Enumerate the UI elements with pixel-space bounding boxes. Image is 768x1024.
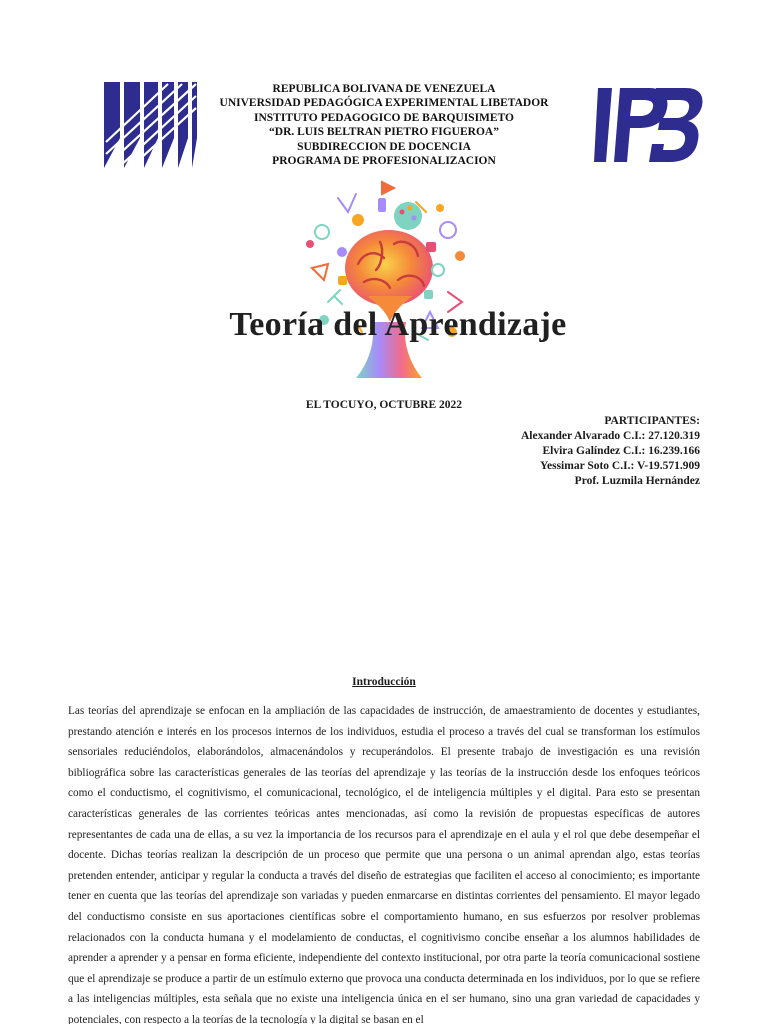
- header-line-3: INSTITUTO PEDAGOGICO DE BARQUISIMETO: [254, 111, 514, 124]
- header-line-6: PROGRAMA DE PROFESIONALIZACION: [272, 155, 496, 168]
- participant-1: Alexander Alvarado C.I.: 27.120.319: [521, 430, 700, 442]
- introduction-paragraph: Las teorías del aprendizaje se enfocan en la ampliación de las capacidades de instrucción, de amaestramiento de docentes y estudiantes, prestando atención e interés en los procesos internos de los individuos, estudia el proceso a través del cual se transforman los estímulos sensoriales reduciéndolos, elaborándolos, almacenándolos y recuperándolos. El presente trabajo de investigación es una revisión bibliográfica sobre las características generales de las teorías del aprendizaje y las teorías de la instrucción desde los enfoques teóricos como el conductismo, el cognitivismo, el comunicacional, tecnológico, el de inteligencia múltiples y el digital. Para esto se presentan características generales de las corrientes teóricas antes mencionadas, así como la revisión de propuestas específicas de autores representantes de cada una de ellas, a su vez la importancia de los recursos para el aprendizaje en el aula y el rol que debe desempeñar el docente. Dichas teorías realizan la descripción de un proceso que permite que una persona o un animal aprendan algo, estas teorías pretenden entender, anticipar y regular la conducta a través del diseño de estrategias que faciliten el acceso al conocimiento; es importante tener en cuenta que las teorías del aprendizaje son variadas y pueden enmarcarse en distintas corrientes del pensamiento. El mayor legado del conductismo consiste en sus aportaciones científicas sobre el comportamiento humano, en sus esfuerzos por resolver problemas relacionados con la conducta humana y el modelamiento de conductas, el cognitivismo concibe enseñar a los alumnos habilidades de aprender a aprender y a pensar en forma eficiente, independiente del contexto institucional, por otra parte la teoría comunicacional sostiene que el aprendizaje se produce a partir de un estímulo externo que provoca una conducta determinada en los individuos, por lo que se refiere a las inteligencias múltiples, esta señala que no existe una inteligencia única en el ser humano, sino una gran variedad de capacidades y potenciales, con respecto a la teorías de la tecnología y la digital se basan en el: [68, 705, 700, 1024]
- participant-3: Yessimar Soto C.I.: V-19.571.909: [539, 460, 700, 472]
- participant-2: Elvira Galíndez C.I.: 16.239.166: [542, 445, 700, 457]
- participants-heading: PARTICIPANTES:: [604, 415, 700, 427]
- introduction-heading: Introducción: [352, 676, 416, 688]
- header-line-4: “DR. LUIS BELTRAN PIETRO FIGUEROA”: [269, 126, 499, 139]
- place-date: EL TOCUYO, OCTUBRE 2022: [305, 399, 463, 411]
- document-title: Teoría del Aprendizaje: [229, 306, 567, 343]
- upel-logo-icon: [102, 80, 198, 170]
- header-line-1: REPUBLICA BOLIVANA DE VENEZUELA: [272, 83, 496, 95]
- header-line-5: SUBDIRECCION DE DOCENCIA: [297, 140, 471, 153]
- participants-block: [521, 414, 700, 489]
- header-line-2: UNIVERSIDAD PEDAGÓGICA EXPERIMENTAL LIBETADOR: [219, 97, 549, 110]
- institution-header: [200, 82, 568, 168]
- brain-tree-icon: [298, 172, 480, 382]
- ipb-logo-icon: [594, 84, 704, 166]
- professor: Prof. Luzmila Hernández: [574, 475, 700, 487]
